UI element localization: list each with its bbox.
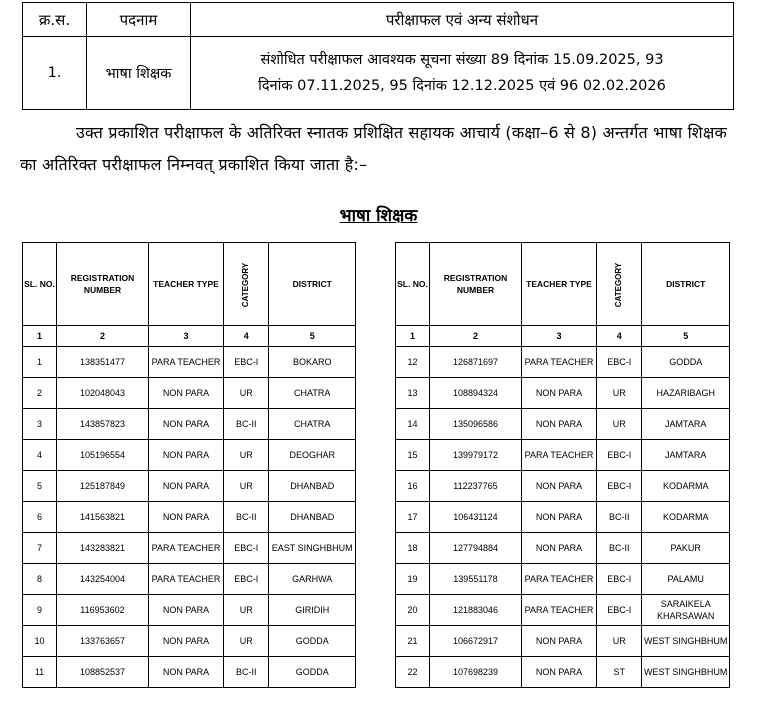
teacher-type-cell: NON PARA xyxy=(522,657,597,688)
table-header-row xyxy=(23,243,356,326)
table-row xyxy=(23,409,356,440)
registration-cell: 127794884 xyxy=(430,533,522,564)
teacher-type-cell: NON PARA xyxy=(149,471,224,502)
registration-cell: 106672917 xyxy=(430,626,522,657)
section-heading: भाषा शिक्षक xyxy=(339,206,418,226)
category-cell: UR xyxy=(224,378,269,409)
sl-no-cell: 10 xyxy=(23,626,57,657)
district-cell: DEOGHAR xyxy=(269,440,356,471)
teacher-type-cell: NON PARA xyxy=(149,440,224,471)
column-index: 2 xyxy=(430,326,522,347)
category-cell: BC-II xyxy=(224,409,269,440)
district-header: DISTRICT xyxy=(642,243,730,326)
category-cell: EBC-I xyxy=(597,347,642,378)
registration-header: REGISTRATION NUMBER xyxy=(430,243,522,326)
teacher-type-cell: NON PARA xyxy=(149,378,224,409)
teacher-type-cell: NON PARA xyxy=(522,409,597,440)
table-row xyxy=(23,502,356,533)
district-header: DISTRICT xyxy=(269,243,356,326)
district-cell: DHANBAD xyxy=(269,471,356,502)
registration-cell: 143254004 xyxy=(57,564,149,595)
district-cell: GODDA xyxy=(642,347,730,378)
teacher-type-header: TEACHER TYPE xyxy=(149,243,224,326)
district-cell: SARAIKELA KHARSAWAN xyxy=(642,595,730,626)
table-row xyxy=(396,502,730,533)
table-row xyxy=(396,564,730,595)
table-row xyxy=(396,440,730,471)
registration-cell: 116953602 xyxy=(57,595,149,626)
table-row xyxy=(23,440,356,471)
registration-cell: 108852537 xyxy=(57,657,149,688)
notice-paragraph: उक्त प्रकाशित परीक्षाफल के अतिरिक्त स्नातक प्रशिक्षित सहायक आचार्य (कक्षा–6 से 8) अन्तर्गत भाषा शिक्षक का अतिरिक्त परीक्षाफल निम्नवत् प्रकाशित किया जाता है:– xyxy=(20,123,727,174)
table-header-row xyxy=(396,243,730,326)
teacher-type-cell: NON PARA xyxy=(522,378,597,409)
header-table xyxy=(22,2,734,110)
registration-cell: 139979172 xyxy=(430,440,522,471)
teacher-type-cell: PARA TEACHER xyxy=(149,347,224,378)
sl-no-cell: 1 xyxy=(23,347,57,378)
category-cell: EBC-I xyxy=(224,533,269,564)
category-cell: BC-II xyxy=(597,502,642,533)
teacher-type-cell: PARA TEACHER xyxy=(522,564,597,595)
category-header-label: CATEGORY xyxy=(241,262,251,307)
sl-no-cell: 5 xyxy=(23,471,57,502)
teacher-type-cell: NON PARA xyxy=(149,626,224,657)
district-cell: DHANBAD xyxy=(269,502,356,533)
district-cell: WEST SINGHBHUM xyxy=(642,657,730,688)
district-cell: PAKUR xyxy=(642,533,730,564)
column-index: 5 xyxy=(642,326,730,347)
table-row xyxy=(396,533,730,564)
category-header-label: CATEGORY xyxy=(614,262,624,307)
teacher-type-cell: NON PARA xyxy=(149,595,224,626)
sl-no-cell: 7 xyxy=(23,533,57,564)
column-index: 2 xyxy=(57,326,149,347)
table-row xyxy=(23,595,356,626)
table-row xyxy=(23,378,356,409)
sl-no-cell: 19 xyxy=(396,564,430,595)
post-header: पदनाम xyxy=(87,3,191,37)
category-cell: UR xyxy=(224,440,269,471)
teacher-type-cell: PARA TEACHER xyxy=(522,595,597,626)
sl-no-cell: 6 xyxy=(23,502,57,533)
category-cell: UR xyxy=(597,626,642,657)
category-header xyxy=(224,243,269,326)
district-cell: JAMTARA xyxy=(642,409,730,440)
category-cell: BC-II xyxy=(597,533,642,564)
registration-cell: 139551178 xyxy=(430,564,522,595)
sl-no-cell: 14 xyxy=(396,409,430,440)
column-index-row xyxy=(396,326,730,347)
sl-no-cell: 16 xyxy=(396,471,430,502)
registration-cell: 143857823 xyxy=(57,409,149,440)
registration-cell: 143283821 xyxy=(57,533,149,564)
category-cell: EBC-I xyxy=(597,440,642,471)
column-index: 3 xyxy=(149,326,224,347)
results-table-right xyxy=(395,242,730,688)
sl-no-cell: 21 xyxy=(396,626,430,657)
registration-cell: 126871697 xyxy=(430,347,522,378)
sl-no-header: SL. NO. xyxy=(23,243,57,326)
sl-no-cell: 20 xyxy=(396,595,430,626)
category-cell: UR xyxy=(597,409,642,440)
district-cell: CHATRA xyxy=(269,378,356,409)
registration-cell: 106431124 xyxy=(430,502,522,533)
teacher-type-cell: NON PARA xyxy=(149,409,224,440)
teacher-type-cell: NON PARA xyxy=(149,502,224,533)
table-row xyxy=(396,657,730,688)
district-cell: GODDA xyxy=(269,626,356,657)
district-cell: EAST SINGHBHUM xyxy=(269,533,356,564)
post-cell: भाषा शिक्षक xyxy=(87,37,191,110)
teacher-type-cell: PARA TEACHER xyxy=(522,440,597,471)
results-table-left xyxy=(22,242,356,688)
column-index: 1 xyxy=(396,326,430,347)
table-row xyxy=(23,564,356,595)
table-row xyxy=(396,378,730,409)
category-cell: UR xyxy=(597,378,642,409)
category-cell: ST xyxy=(597,657,642,688)
sl-no-cell: 2 xyxy=(23,378,57,409)
sl-no-cell: 17 xyxy=(396,502,430,533)
teacher-type-cell: NON PARA xyxy=(522,533,597,564)
column-index: 5 xyxy=(269,326,356,347)
teacher-type-cell: NON PARA xyxy=(522,502,597,533)
registration-cell: 107698239 xyxy=(430,657,522,688)
district-cell: BOKARO xyxy=(269,347,356,378)
district-cell: JAMTARA xyxy=(642,440,730,471)
category-cell: EBC-I xyxy=(597,595,642,626)
category-cell: UR xyxy=(224,595,269,626)
teacher-type-cell: NON PARA xyxy=(149,657,224,688)
sl-no-cell: 18 xyxy=(396,533,430,564)
teacher-type-cell: PARA TEACHER xyxy=(149,564,224,595)
serial-cell: 1. xyxy=(23,37,87,110)
registration-cell: 121883046 xyxy=(430,595,522,626)
district-cell: GODDA xyxy=(269,657,356,688)
registration-cell: 108894324 xyxy=(430,378,522,409)
sl-no-cell: 13 xyxy=(396,378,430,409)
column-index-row xyxy=(23,326,356,347)
result-header: परीक्षाफल एवं अन्य संशोधन xyxy=(191,3,734,37)
category-cell: EBC-I xyxy=(224,564,269,595)
sl-no-header: SL. NO. xyxy=(396,243,430,326)
table-row xyxy=(396,409,730,440)
district-cell: KODARMA xyxy=(642,471,730,502)
category-cell: EBC-I xyxy=(597,471,642,502)
teacher-type-header: TEACHER TYPE xyxy=(522,243,597,326)
teacher-type-cell: NON PARA xyxy=(522,471,597,502)
category-cell: UR xyxy=(224,626,269,657)
registration-cell: 125187849 xyxy=(57,471,149,502)
header-row xyxy=(23,3,734,37)
table-row xyxy=(23,626,356,657)
sl-no-cell: 12 xyxy=(396,347,430,378)
description-line-2: दिनांक 07.11.2025, 95 दिनांक 12.12.2025 एवं 96 02.02.2026 xyxy=(258,78,666,94)
sl-no-cell: 11 xyxy=(23,657,57,688)
registration-cell: 102048043 xyxy=(57,378,149,409)
district-cell: WEST SINGHBHUM xyxy=(642,626,730,657)
sl-no-cell: 3 xyxy=(23,409,57,440)
table-row xyxy=(23,471,356,502)
category-header xyxy=(597,243,642,326)
sl-no-cell: 15 xyxy=(396,440,430,471)
table-row xyxy=(23,347,356,378)
serial-header: क्र.स. xyxy=(23,3,87,37)
category-cell: BC-II xyxy=(224,657,269,688)
result-description xyxy=(191,37,734,110)
column-index: 4 xyxy=(224,326,269,347)
category-cell: BC-II xyxy=(224,502,269,533)
registration-cell: 135096586 xyxy=(430,409,522,440)
district-cell: PALAMU xyxy=(642,564,730,595)
category-cell: UR xyxy=(224,471,269,502)
column-index: 1 xyxy=(23,326,57,347)
table-row xyxy=(396,347,730,378)
district-cell: KODARMA xyxy=(642,502,730,533)
district-cell: CHATRA xyxy=(269,409,356,440)
district-cell: GARHWA xyxy=(269,564,356,595)
registration-header: REGISTRATION NUMBER xyxy=(57,243,149,326)
sl-no-cell: 4 xyxy=(23,440,57,471)
registration-cell: 141563821 xyxy=(57,502,149,533)
teacher-type-cell: NON PARA xyxy=(522,626,597,657)
registration-cell: 105196554 xyxy=(57,440,149,471)
column-index: 4 xyxy=(597,326,642,347)
description-line-1: संशोधित परीक्षाफल आवश्यक सूचना संख्या 89 दिनांक 15.09.2025, 93 xyxy=(260,52,664,68)
category-cell: EBC-I xyxy=(597,564,642,595)
table-row xyxy=(396,626,730,657)
category-cell: EBC-I xyxy=(224,347,269,378)
table-row xyxy=(23,657,356,688)
teacher-type-cell: PARA TEACHER xyxy=(522,347,597,378)
district-cell: HAZARIBAGH xyxy=(642,378,730,409)
column-index: 3 xyxy=(522,326,597,347)
teacher-type-cell: PARA TEACHER xyxy=(149,533,224,564)
table-row xyxy=(396,595,730,626)
sl-no-cell: 22 xyxy=(396,657,430,688)
district-cell: GIRIDIH xyxy=(269,595,356,626)
registration-cell: 112237765 xyxy=(430,471,522,502)
table-row xyxy=(23,533,356,564)
table-row xyxy=(396,471,730,502)
sl-no-cell: 9 xyxy=(23,595,57,626)
registration-cell: 138351477 xyxy=(57,347,149,378)
header-data-row xyxy=(23,37,734,110)
sl-no-cell: 8 xyxy=(23,564,57,595)
registration-cell: 133763657 xyxy=(57,626,149,657)
